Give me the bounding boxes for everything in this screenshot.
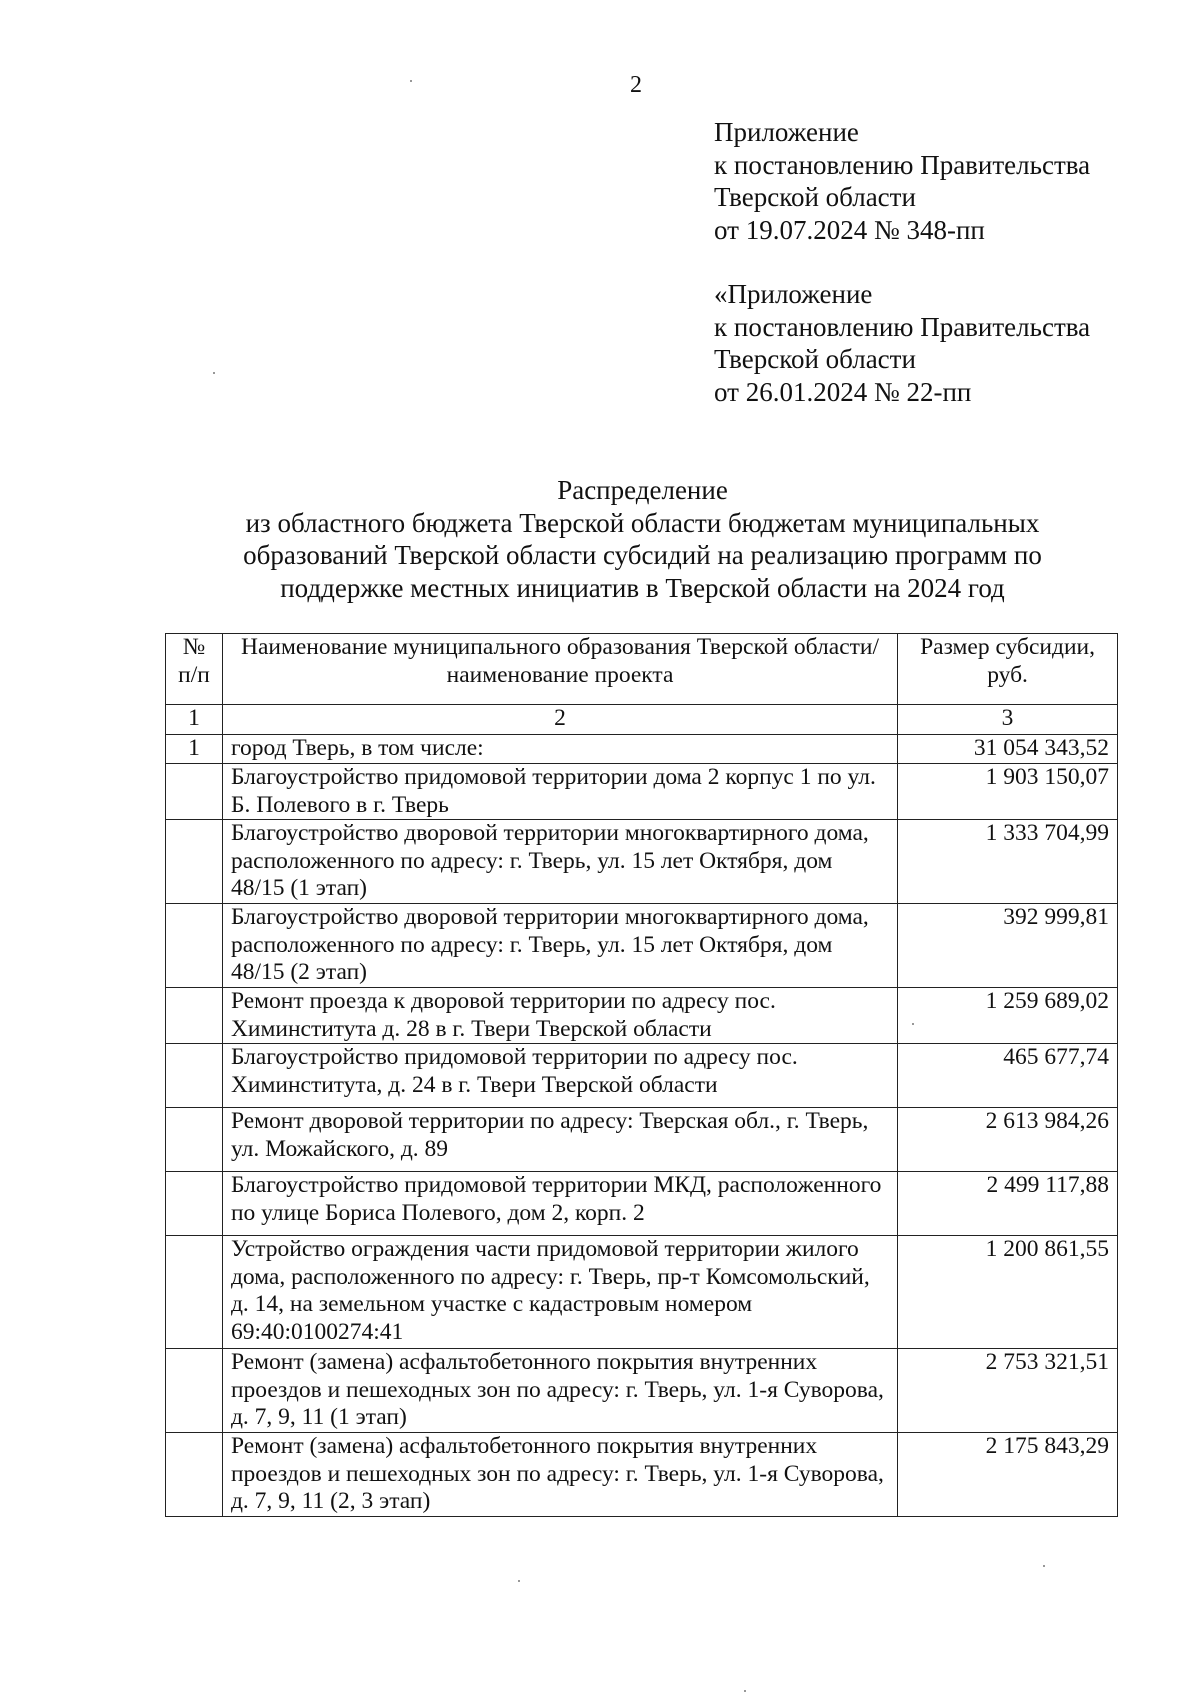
scan-speck — [912, 1023, 914, 1025]
cell-amount: 31 054 343,52 — [898, 735, 1118, 764]
cell-no — [166, 1172, 223, 1236]
document-title — [120, 474, 1165, 604]
appendix-previous-line: к постановлению Правительства — [714, 311, 1091, 342]
table-row — [166, 1236, 1118, 1349]
cell-name: Благоустройство придомовой территории МКД, расположенного по улице Бориса Полевого, дом 2, корп. 2 — [222, 1172, 897, 1236]
appendix-previous — [714, 278, 1090, 408]
table-row — [166, 1349, 1118, 1433]
cell-no — [166, 1349, 223, 1433]
title-line: образований Тверской области субсидий на реализацию программ по — [243, 540, 1042, 570]
cell-no — [166, 820, 223, 904]
header-amount: Размер субсидии, руб. — [898, 634, 1118, 705]
table-row — [166, 904, 1118, 988]
table-row — [166, 764, 1118, 820]
appendix-current-line: к постановлению Правительства — [714, 149, 1091, 180]
cell-amount: 1 903 150,07 — [898, 764, 1118, 820]
scan-speck — [518, 1580, 520, 1582]
cell-no — [166, 764, 223, 820]
scan-speck — [410, 80, 412, 82]
cell-amount: 1 333 704,99 — [898, 820, 1118, 904]
cell-amount: 1 200 861,55 — [898, 1236, 1118, 1349]
table-header-row — [166, 634, 1118, 705]
column-numbers-row — [166, 705, 1118, 735]
appendix-current-line: Приложение — [714, 117, 859, 147]
cell-name: Ремонт проезда к дворовой территории по адресу пос. Химинститута д. 28 в г. Твери Тверской области — [222, 988, 897, 1044]
appendix-current-line: Тверской области — [714, 182, 916, 212]
cell-amount: 465 677,74 — [898, 1044, 1118, 1108]
cell-name: Устройство ограждения части придомовой территории жилого дома, расположенного по адресу: г. Тверь, пр-т Комсомольский, д. 14, на земельном участке с кадастровым номером 69:40:0100274:41 — [222, 1236, 897, 1349]
scan-speck — [1043, 1565, 1045, 1567]
cell-no — [166, 1433, 223, 1517]
cell-no — [166, 1108, 223, 1172]
appendix-previous-line: Тверской области — [714, 344, 916, 374]
table-row — [166, 1108, 1118, 1172]
cell-amount: 2 753 321,51 — [898, 1349, 1118, 1433]
header-name: Наименование муниципального образования Тверской области/наименование проекта — [222, 634, 897, 705]
appendix-previous-line: «Приложение — [714, 279, 873, 309]
cell-amount: 1 259 689,02 — [898, 988, 1118, 1044]
cell-no — [166, 904, 223, 988]
cell-amount: 2 499 117,88 — [898, 1172, 1118, 1236]
cell-no: 1 — [166, 735, 223, 764]
cell-name: Благоустройство дворовой территории многоквартирного дома, расположенного по адресу: г. Тверь, ул. 15 лет Октября, дом 48/15 (2 этап) — [222, 904, 897, 988]
appendix-current-line: от 19.07.2024 № 348-пп — [714, 214, 985, 245]
page-number: 2 — [630, 72, 642, 98]
scan-speck — [213, 372, 215, 374]
column-number: 2 — [222, 705, 897, 735]
cell-name: Благоустройство придомовой территории по адресу пос. Химинститута, д. 24 в г. Твери Тверской области — [222, 1044, 897, 1108]
column-number: 1 — [166, 705, 223, 735]
cell-no — [166, 1236, 223, 1349]
table-row — [166, 988, 1118, 1044]
scan-speck — [744, 1690, 746, 1692]
cell-name: Благоустройство придомовой территории дома 2 корпус 1 по ул. Б. Полевого в г. Тверь — [222, 764, 897, 820]
cell-name: Благоустройство дворовой территории многоквартирного дома, расположенного по адресу: г. Тверь, ул. 15 лет Октября, дом 48/15 (1 этап) — [222, 820, 897, 904]
subsidy-table — [165, 633, 1118, 1517]
table-row — [166, 820, 1118, 904]
table-row — [166, 1172, 1118, 1236]
header-number: № п/п — [166, 634, 223, 705]
column-number: 3 — [898, 705, 1118, 735]
appendix-current — [714, 116, 1090, 246]
cell-name: город Тверь, в том числе: — [222, 735, 897, 764]
cell-name: Ремонт (замена) асфальтобетонного покрытия внутренних проездов и пешеходных зон по адресу: г. Тверь, ул. 1-я Суворова, д. 7, 9, 11 (1 этап) — [222, 1349, 897, 1433]
table-body — [166, 735, 1118, 1517]
title-line: Распределение — [557, 475, 728, 505]
cell-name: Ремонт дворовой территории по адресу: Тверская обл., г. Тверь, ул. Можайского, д. 89 — [222, 1108, 897, 1172]
cell-amount: 2 175 843,29 — [898, 1433, 1118, 1517]
cell-no — [166, 988, 223, 1044]
appendix-previous-line: от 26.01.2024 № 22-пп — [714, 376, 972, 407]
cell-amount: 392 999,81 — [898, 904, 1118, 988]
title-line: поддержке местных инициатив в Тверской области на 2024 год — [280, 572, 1005, 603]
table-row — [166, 1433, 1118, 1517]
table-row — [166, 1044, 1118, 1108]
title-line: из областного бюджета Тверской области бюджетам муниципальных — [245, 507, 1040, 538]
cell-name: Ремонт (замена) асфальтобетонного покрытия внутренних проездов и пешеходных зон по адресу: г. Тверь, ул. 1-я Суворова, д. 7, 9, 11 (2, 3 этап) — [222, 1433, 897, 1517]
cell-amount: 2 613 984,26 — [898, 1108, 1118, 1172]
table-row — [166, 735, 1118, 764]
cell-no — [166, 1044, 223, 1108]
